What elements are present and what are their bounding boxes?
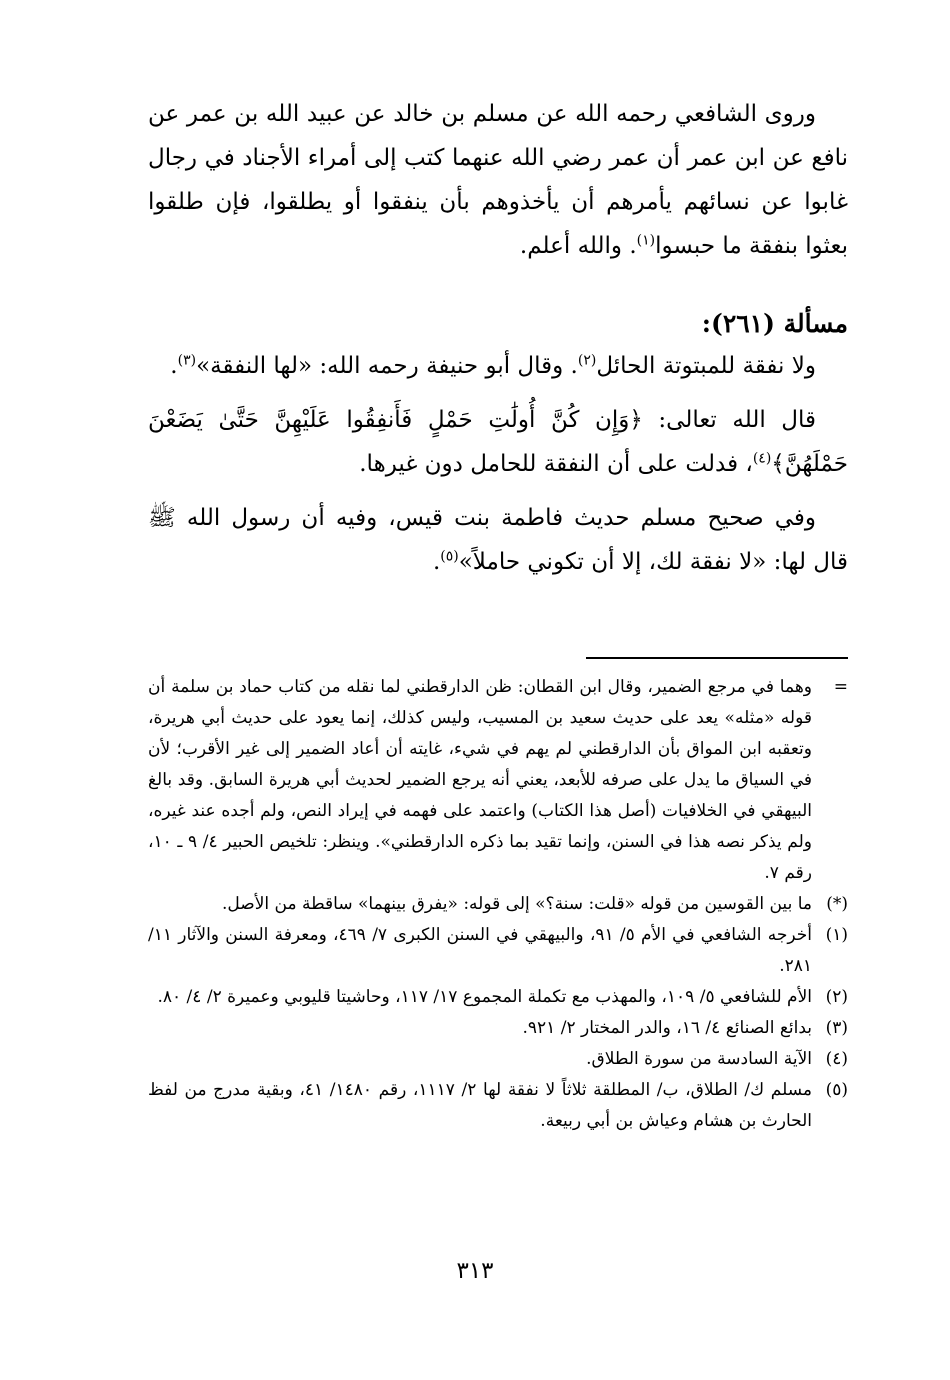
paragraph-4 [148, 496, 848, 584]
footnote-text: وهما في مرجع الضمير، وقال ابن القطان: ظن الدارقطني لما نقله من كتاب حماد بن سلمة أن قوله «مثله» يعد على حديث سعيد بن المسيب، وليس كذلك، إنما يعود على حديث أبي هريرة، وتعقبه ابن المواق بأن الدارقطني لم يهم في شيء، غايته أن أعاد الضمير إلى غير الأقرب؛ لأن في السياق ما يدل على صرفه للأبعد، يعني أنه يرجع الضمير لحديث أبي هريرة السابق. وقد بالغ البيهقي في الخلافيات (أصل هذا الكتاب) واعتمد على فهمه في إيراد النص، ولم أجده عند غيره، ولم يذكر نصه هذا في السنن، وإنما تقيد بما ذكره الدارقطني». وينظر: تلخيص الحبير ٤/ ٩ ـ ١٠، رقم ٧. [148, 677, 812, 883]
paragraph-4-end: . [432, 549, 441, 575]
footnote-text: الآية السادسة من سورة الطلاق. [586, 1049, 812, 1069]
footnote-mark: (٢) [825, 987, 848, 1007]
footnote [148, 1044, 848, 1075]
paragraph-4-text: وفي صحيح مسلم حديث فاطمة بنت قيس، وفيه أن رسول الله ﷺ قال لها: «لا نفقة لك، إلا أن تكوني حاملاً» [148, 505, 848, 575]
footnotes [148, 672, 848, 1137]
paragraph-1 [148, 92, 848, 268]
footnote-text: الأم للشافعي ٥/ ١٠٩، والمهذب مع تكملة المجموع ١٧/ ١١٧، وحاشيتا قليوبي وعميرة ٢/ ٤/ ٨٠. [157, 987, 812, 1007]
footnote-text: بدائع الصنائع ٤/ ١٦، والدر المختار ٢/ ٩٢١. [522, 1018, 812, 1038]
footnote-mark: (٥) [825, 1080, 848, 1100]
footnote-mark: (*) [826, 894, 848, 914]
footnote-separator [586, 657, 848, 659]
footnote-mark: = [833, 677, 848, 697]
footnote [148, 920, 848, 982]
section-heading: مسألة (٢٦١): [701, 309, 848, 338]
footnote-mark: (٣) [825, 1018, 848, 1038]
footnote [148, 889, 848, 920]
main-text [148, 92, 848, 584]
paragraph-2 [148, 344, 848, 388]
footnote [148, 1013, 848, 1044]
footnote-mark: (٤) [825, 1049, 848, 1069]
footnote [148, 982, 848, 1013]
paragraph-1-text: وروى الشافعي رحمه الله عن مسلم بن خالد عن عبيد الله بن عمر عن نافع عن ابن عمر أن عمر رضي الله عنهما كتب إلى أمراء الأجناد في رجال غابوا عن نسائهم يأمرهم أن يأخذوهم بأن ينفقوا أو يطلقوا، فإن طلقوا بعثوا بنفقة ما حبسوا [148, 101, 848, 259]
footnote-text: أخرجه الشافعي في الأم ٥/ ٩١، والبيهقي في السنن الكبرى ٧/ ٤٦٩، ومعرفة السنن والآثار ١١/ ٢٨١. [148, 925, 812, 976]
paragraph-2-text-a: ولا نفقة للمبتوتة الحائل [596, 353, 816, 379]
footnote-ref-2[interactable]: (٢) [577, 352, 597, 369]
paragraph-3-text: ، فدلت على أن النفقة للحامل دون غيرها. [359, 451, 753, 477]
footnote [148, 1075, 848, 1137]
paragraph-2-text-b: . وقال أبو حنيفة رحمه الله: «لها النفقة» [196, 353, 578, 379]
paragraph-3 [148, 398, 848, 486]
footnote-ref-5[interactable]: (٥) [440, 548, 459, 565]
footnote-ref-3[interactable]: (٣) [177, 352, 197, 369]
footnote-text: مسلم ك/ الطلاق، ب/ المطلقة ثلاثاً لا نفقة لها ٢/ ١١١٧، رقم ١٤٨٠/ ٤١، وبقية مدرج من لفظ الحارث بن هشام وعياش بن أبي ربيعة. [148, 1080, 812, 1131]
paragraph-1-end: . والله أعلم. [519, 233, 637, 259]
footnote-ref-1[interactable]: (١) [636, 232, 656, 249]
paragraph-2-text-c: . [170, 353, 178, 379]
footnote [148, 672, 848, 889]
page-number: ٣١٣ [456, 1258, 494, 1284]
footnote-ref-4[interactable]: (٤) [752, 450, 772, 467]
footnote-mark: (١) [825, 925, 848, 945]
footnote-text: ما بين القوسين من قوله «قلت: سنة؟» إلى قوله: «يفرق بينهما» ساقطة من الأصل. [221, 894, 812, 914]
quran-verse: قال الله تعالى: ﴿وَإِن كُنَّ أُولَٰتِ حَمْلٍ فَأَنفِقُوا عَلَيْهِنَّ حَتَّىٰ يَضَعْنَ حَمْلَهُنَّ﴾ [148, 407, 848, 477]
